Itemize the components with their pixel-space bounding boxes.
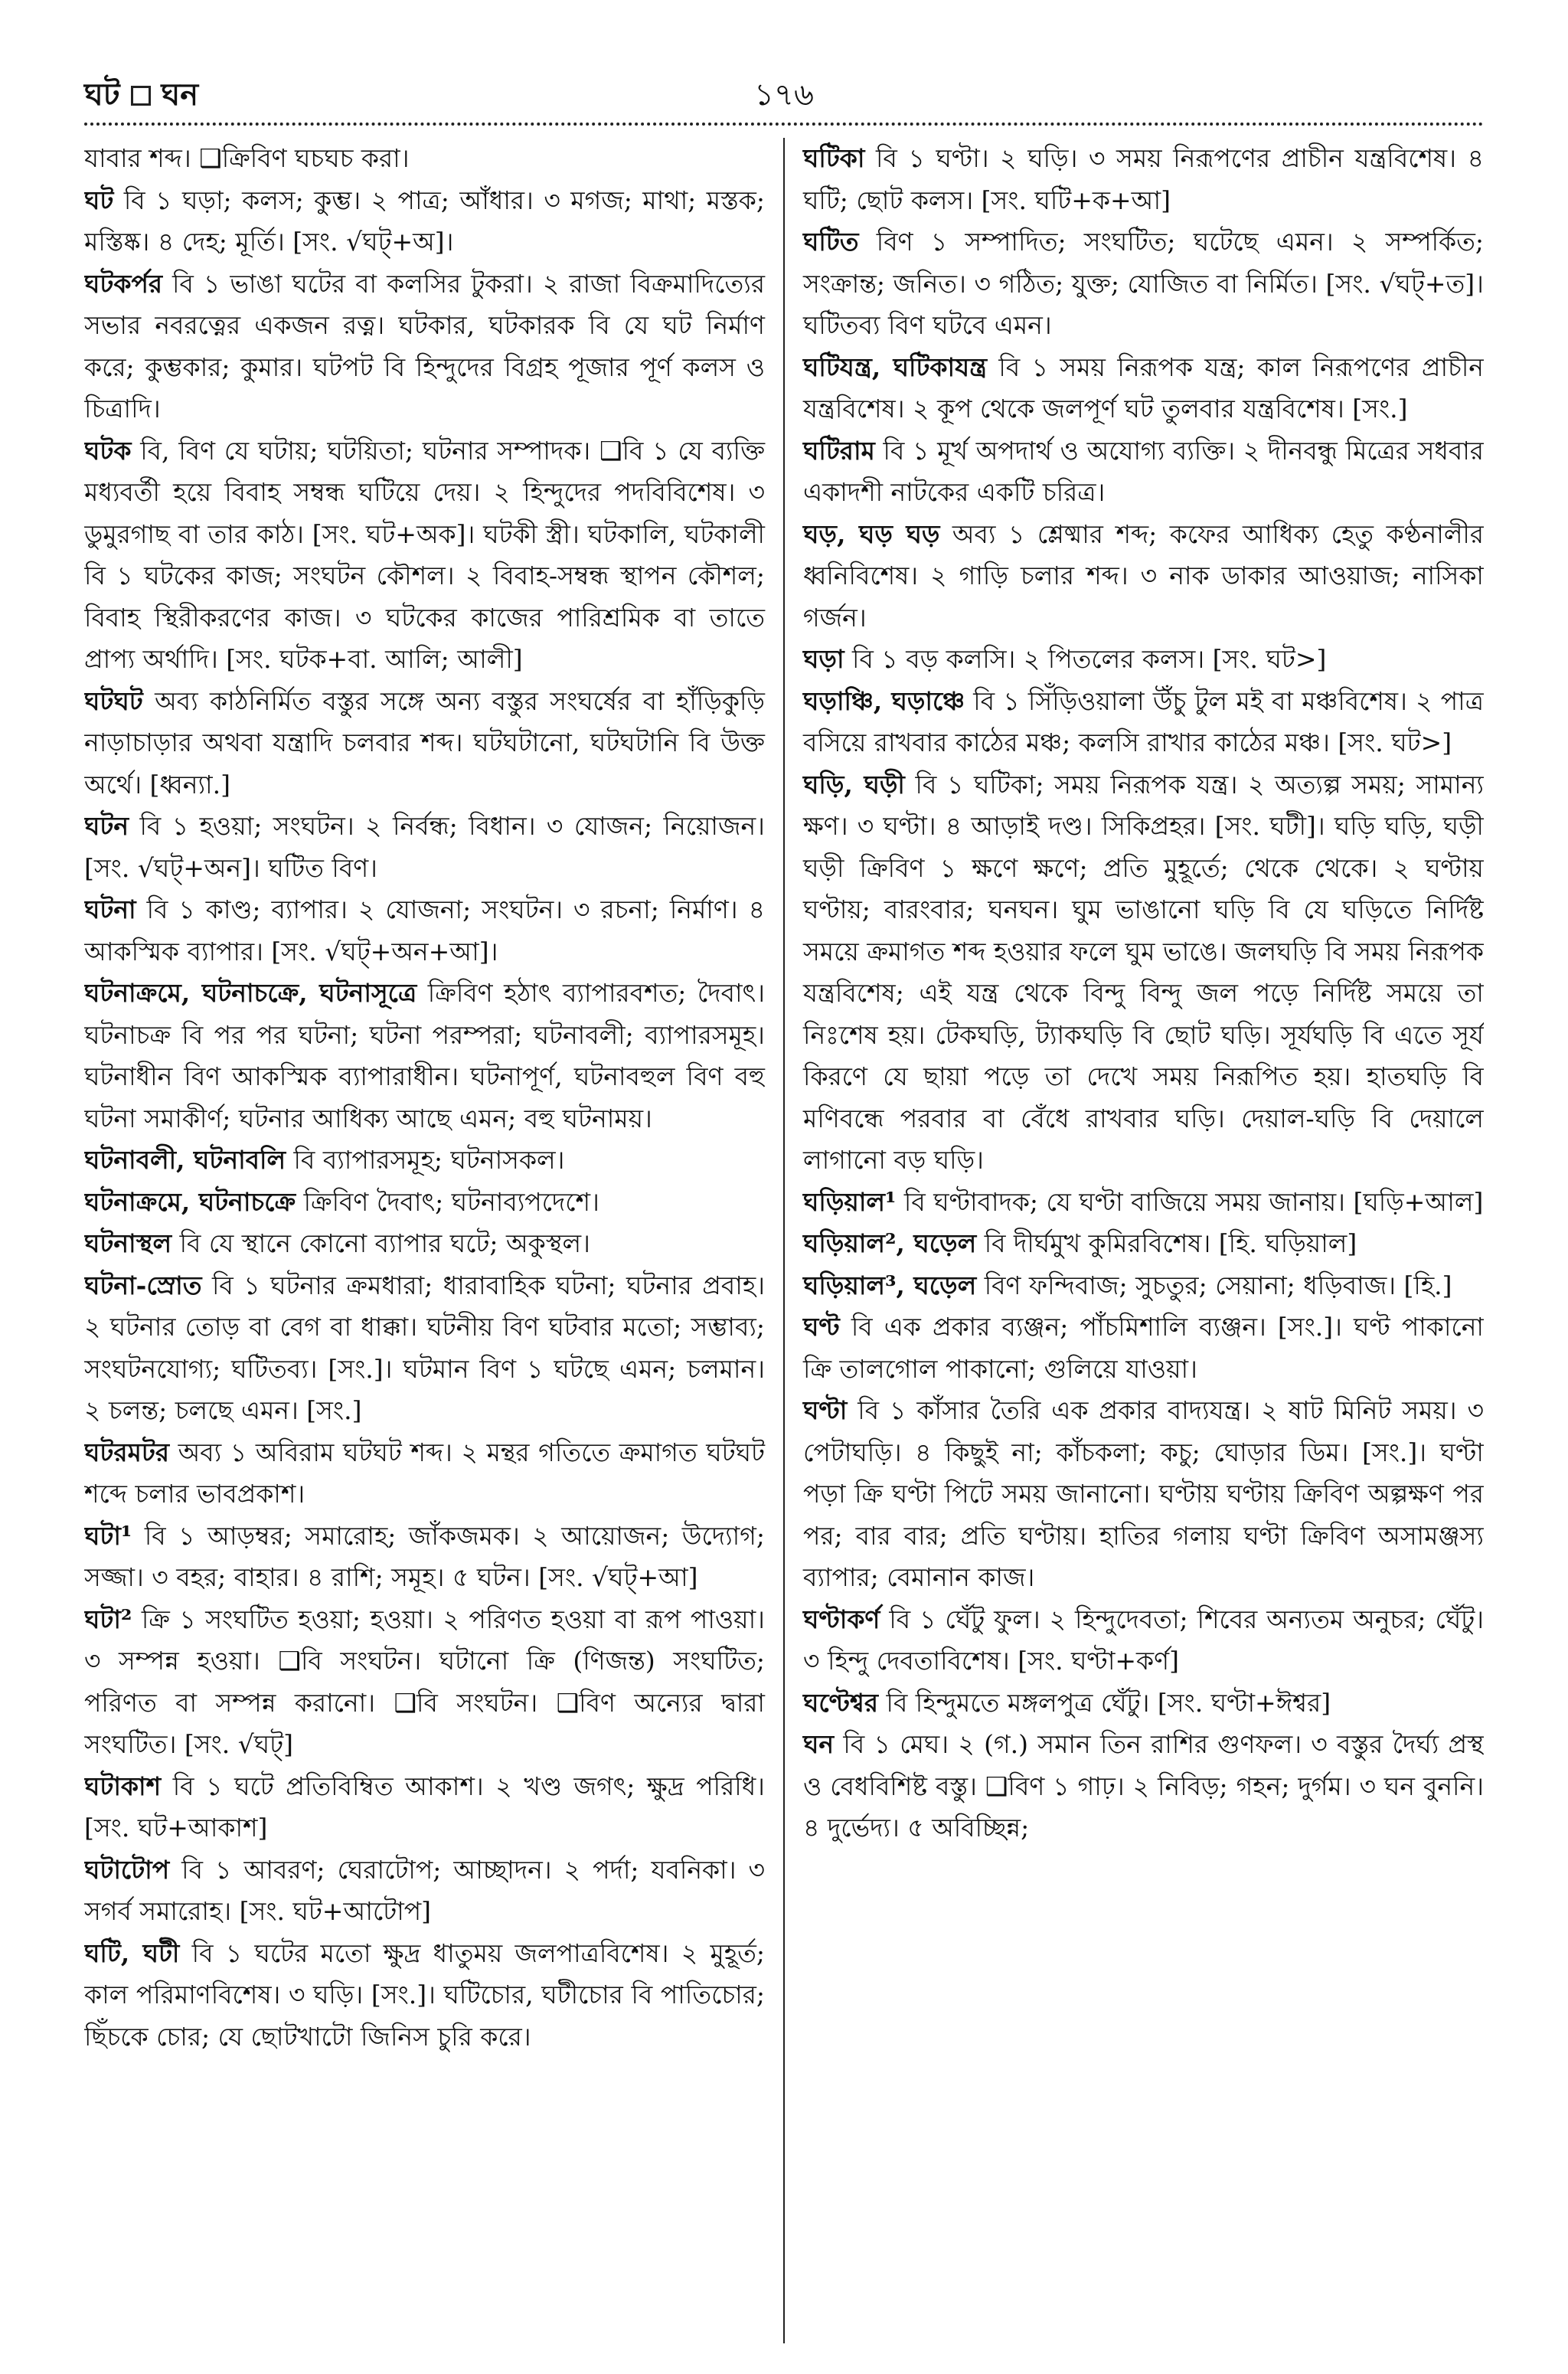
- entry-headword: ঘড়িয়াল², ঘড়েল: [803, 1228, 977, 1258]
- entry-headword: ঘটঘট: [84, 685, 143, 716]
- dictionary-columns: [84, 138, 1484, 2343]
- entry-definition: বিণ ফন্দিবাজ; সুচতুর; সেয়ানা; ধড়িবাজ। [হি.]: [976, 1270, 1452, 1300]
- entry-definition: বি ১ মূর্খ অপদার্থ ও অযোগ্য ব্যক্তি। ২ দীনবন্ধু মিত্রের সধবার একাদশী নাটকের একটি চরিত্র।: [803, 435, 1484, 507]
- entry-definition: বি ১ সিঁড়িওয়ালা উঁচু টুল মই বা মঞ্চবিশেষ। ২ পাত্র বসিয়ে রাখবার কাঠের মঞ্চ; কলসি রাখার কাঠের মঞ্চ। [সং. ঘট>]: [803, 685, 1484, 757]
- entry-definition: বি ১ কাণ্ড; ব্যাপার। ২ যোজনা; সংঘটন। ৩ রচনা; নির্মাণ। ৪ আকস্মিক ব্যাপার। [সং. √ঘট্+অন+আ]।: [84, 894, 765, 966]
- dictionary-entry: [84, 180, 765, 263]
- entry-definition: ক্রি ১ সংঘটিত হওয়া; হওয়া। ২ পরিণত হওয়া বা রূপ পাওয়া। ৩ সম্পন্ন হওয়া। ❑বি সংঘটন। ঘটানো ক্রি (ণিজন্ত) সংঘটিত; পরিণত বা সম্পন্ন করানো। ❑বি সংঘটন। ❑বিণ অন্যের দ্বারা সংঘটিত। [সং. √ঘট্]: [84, 1604, 765, 1759]
- entry-headword: ঘটিকা: [803, 143, 865, 173]
- entry-headword: ঘটনাক্রমে, ঘটনাচক্রে, ঘটনাসূত্রে: [84, 978, 417, 1008]
- entry-headword: ঘটনাবলী, ঘটনাবলি: [84, 1145, 286, 1175]
- entry-definition: যাবার শব্দ। ❑ক্রিবিণ ঘচঘচ করা।: [84, 143, 410, 173]
- dictionary-entry: [84, 1516, 765, 1599]
- dictionary-entry: [84, 1849, 765, 1933]
- entry-definition: বি ১ ঘটে প্রতিবিম্বিত আকাশ। ২ খণ্ড জগৎ; ক্ষুদ্র পরিধি। [সং. ঘট+আকাশ]: [84, 1771, 765, 1843]
- dictionary-entry: [803, 347, 1484, 430]
- dictionary-entry: [84, 1933, 765, 2058]
- dictionary-entry: [803, 764, 1484, 1182]
- entry-headword: ঘটা¹: [84, 1520, 132, 1551]
- dictionary-entry: [803, 138, 1484, 221]
- page-number: ১৭৬: [754, 77, 814, 113]
- entry-headword: ঘড়িয়াল¹: [803, 1186, 897, 1217]
- dictionary-entry: [803, 1724, 1484, 1849]
- entry-definition: বি ১ আবরণ; ঘেরাটোপ; আচ্ছাদন। ২ পর্দা; যবনিকা। ৩ সগর্ব সমারোহ। [সং. ঘট+আটোপ]: [84, 1854, 765, 1926]
- entry-definition: ক্রিবিণ হঠাৎ ব্যাপারবশত; দৈবাৎ। ঘটনাচক্র বি পর পর ঘটনা; ঘটনা পরম্পরা; ঘটনাবলী; ব্যাপারসমূহ। ঘটনাধীন বিণ আকস্মিক ব্যাপারাধীন। ঘটনাপূর্ণ, ঘটনাবহুল বিণ বহু ঘটনা সমাকীর্ণ; ঘটনার আধিক্য আছে এমন; বহু ঘটনাময়।: [84, 978, 765, 1133]
- dictionary-entry: [84, 1599, 765, 1766]
- dictionary-entry: [84, 973, 765, 1140]
- entry-definition: বি ১ মেঘ। ২ (গ.) সমান তিন রাশির গুণফল। ৩ বস্তুর দৈর্ঘ্য প্রস্থ ও বেধবিশিষ্ট বস্তু। ❑বিণ ১ গাঢ়। ২ নিবিড়; গহন; দুর্গম। ৩ ঘন বুননি। ৪ দুর্ভেদ্য। ৫ অবিচ্ছিন্ন;: [803, 1729, 1484, 1843]
- entry-headword: ঘড়া: [803, 644, 844, 674]
- entry-definition: বি ১ সময় নিরূপক যন্ত্র; কাল নিরূপণের প্রাচীন যন্ত্রবিশেষ। ২ কূপ থেকে জলপূর্ণ ঘট তুলবার যন্ত্রবিশেষ। [সং.]: [803, 352, 1484, 423]
- entry-definition: বি ১ ঘটনার ক্রমধারা; ধারাবাহিক ঘটনা; ঘটনার প্রবাহ। ২ ঘটনার তোড় বা বেগ বা ধাক্কা। ঘটনীয় বিণ ঘটবার মতো; সম্ভাব্য; সংঘটনযোগ্য; ঘটিতব্য। [সং.]। ঘটমান বিণ ১ ঘটছে এমন; চলমান। ২ চলন্ত; চলছে এমন। [সং.]: [84, 1270, 765, 1425]
- entry-headword: ঘটনা: [84, 894, 136, 924]
- entry-definition: বি ১ ঘড়া; কলস; কুম্ভ। ২ পাত্র; আঁধার। ৩ মগজ; মাথা; মস্তক; মস্তিষ্ক। ৪ দেহ; মূর্তি। [সং. √ঘট্+অ]।: [84, 185, 765, 257]
- entry-definition: বি যে স্থানে কোনো ব্যাপার ঘটে; অকুস্থল।: [172, 1228, 590, 1258]
- dictionary-entry: [803, 639, 1484, 681]
- dictionary-entry: [803, 430, 1484, 514]
- last-guide-word: ঘন: [161, 76, 199, 113]
- entry-headword: ঘটনাক্রমে, ঘটনাচক্রে: [84, 1186, 296, 1217]
- entry-definition: বি ১ ঘটিকা; সময় নিরূপক যন্ত্র। ২ অত্যল্প সময়; সামান্য ক্ষণ। ৩ ঘণ্টা। ৪ আড়াই দণ্ড। সিকিপ্রহর। [সং. ঘটী]। ঘড়ি ঘড়ি, ঘড়ী ঘড়ী ক্রিবিণ ১ ক্ষণে ক্ষণে; প্রতি মুহূর্তে; থেকে থেকে। ২ ঘণ্টায় ঘণ্টায়; বারংবার; ঘনঘন। ঘুম ভাঙানো ঘড়ি বি যে ঘড়িতে নির্দিষ্ট সময়ে ক্রমাগত শব্দ হওয়ার ফলে ঘুম ভাঙে। জলঘড়ি বি সময় নিরূপক যন্ত্রবিশেষ; এই যন্ত্র থেকে বিন্দু বিন্দু জল পড়ে নির্দিষ্ট সময়ে তা নিঃশেষ হয়। টেকঘড়ি, ট্যাকঘড়ি বি ছোট ঘড়ি। সূর্যঘড়ি বি এতে সূর্য কিরণে যে ছায়া পড়ে তা দেখে সময় নিরূপিত হয়। হাতঘড়ি বি মণিবন্ধে পরবার বা বেঁধে রাখবার ঘড়ি। দেয়াল-ঘড়ি বি দেয়ালে লাগানো বড় ঘড়ি।: [803, 769, 1484, 1175]
- entry-definition: বি ঘণ্টাবাদক; যে ঘণ্টা বাজিয়ে সময় জানায়। [ঘড়ি+আল]: [896, 1186, 1484, 1217]
- box-separator-icon: [131, 86, 151, 106]
- dictionary-entry: [84, 806, 765, 889]
- dictionary-entry: [803, 1682, 1484, 1725]
- page-header: [84, 69, 1484, 123]
- dictionary-entry: [84, 1223, 765, 1265]
- dictionary-entry: [84, 263, 765, 430]
- right-column: [786, 138, 1484, 2343]
- entry-headword: ঘণ্টা: [803, 1395, 848, 1425]
- dictionary-entry: [803, 1182, 1484, 1224]
- entry-headword: ঘড়ি, ঘড়ী: [803, 769, 905, 800]
- entry-headword: ঘটনাস্থল: [84, 1228, 172, 1258]
- entry-definition: বি দীর্ঘমুখ কুমিরবিশেষ। [হি. ঘড়িয়াল]: [976, 1228, 1357, 1258]
- dictionary-entry: [84, 1265, 765, 1432]
- entry-definition: ক্রিবিণ দৈবাৎ; ঘটনাব্যপদেশে।: [296, 1186, 599, 1217]
- entry-headword: ঘটক: [84, 435, 132, 466]
- dictionary-entry: [84, 138, 765, 180]
- dictionary-entry: [803, 221, 1484, 347]
- entry-definition: বি এক প্রকার ব্যঞ্জন; পাঁচমিশালি ব্যঞ্জন। [সং.]। ঘণ্ট পাকানো ক্রি তালগোল পাকানো; গুলিয়ে যাওয়া।: [803, 1312, 1484, 1384]
- entry-definition: বি ১ ভাঙা ঘটের বা কলসির টুকরা। ২ রাজা বিক্রমাদিত্যের সভার নবরত্নের একজন রত্ন। ঘটকার, ঘটকারক বি যে ঘট নির্মাণ করে; কুম্ভকার; কুমার। ঘটপট বি হিন্দুদের বিগ্রহ পূজার পূর্ণ কলস ও চিত্রাদি।: [84, 268, 765, 423]
- entry-headword: ঘটা²: [84, 1604, 132, 1634]
- column-divider: [783, 138, 785, 2343]
- dictionary-entry: [803, 1599, 1484, 1682]
- entry-headword: ঘটরমটর: [84, 1437, 169, 1467]
- dictionary-entry: [803, 681, 1484, 764]
- entry-headword: ঘট: [84, 185, 114, 215]
- dictionary-entry: [803, 1306, 1484, 1390]
- entry-headword: ঘণ্টেশ্বর: [803, 1687, 879, 1718]
- dictionary-entry: [84, 1432, 765, 1516]
- guide-words: [84, 70, 198, 122]
- entry-headword: ঘটনা-স্রোত: [84, 1270, 202, 1300]
- entry-headword: ঘটাকাশ: [84, 1771, 162, 1801]
- dictionary-entry: [84, 1182, 765, 1224]
- entry-definition: বি ১ ঘণ্টা। ২ ঘড়ি। ৩ সময় নিরূপণের প্রাচীন যন্ত্রবিশেষ। ৪ ঘটি; ছোট কলস। [সং. ঘটি+ক+আ]: [803, 143, 1484, 215]
- entry-definition: বি, বিণ যে ঘটায়; ঘটয়িতা; ঘটনার সম্পাদক। ❑বি ১ যে ব্যক্তি মধ্যবর্তী হয়ে বিবাহ সম্বন্ধ ঘটিয়ে দেয়। ২ হিন্দুদের পদবিবিশেষ। ৩ ডুমুরগাছ বা তার কাঠ। [সং. ঘট+অক]। ঘটকী স্ত্রী। ঘটকালি, ঘটকালী বি ১ ঘটকের কাজ; সংঘটন কৌশল। ২ বিবাহ-সম্বন্ধ স্থাপন কৌশল; বিবাহ স্থিরীকরণের কাজ। ৩ ঘটকের কাজের পারিশ্রমিক বা তাতে প্রাপ্য অর্থাদি। [সং. ঘটক+বা. আলি; আলী]: [84, 435, 765, 674]
- entry-definition: অব্য ১ অবিরাম ঘটঘট শব্দ। ২ মন্থর গতিতে ক্রমাগত ঘটঘট শব্দে চলার ভাবপ্রকাশ।: [84, 1437, 765, 1509]
- header-rule: [84, 123, 1484, 126]
- dictionary-entry: [84, 1766, 765, 1849]
- entry-definition: অব্য ১ শ্লেষ্মার শব্দ; কফের আধিক্য হেতু কণ্ঠনালীর ধ্বনিবিশেষ। ২ গাড়ি চলার শব্দ। ৩ নাক ডাকার আওয়াজ; নাসিকা গর্জন।: [803, 518, 1484, 633]
- entry-headword: ঘন: [803, 1729, 835, 1759]
- dictionary-entry: [84, 430, 765, 681]
- entry-headword: ঘটিরাম: [803, 435, 875, 466]
- entry-definition: বি ১ আড়ম্বর; সমারোহ; জাঁকজমক। ২ আয়োজন; উদ্যোগ; সজ্জা। ৩ বহর; বাহার। ৪ রাশি; সমূহ। ৫ ঘটন। [সং. √ঘট্+আ]: [84, 1520, 765, 1592]
- dictionary-entry: [803, 1265, 1484, 1307]
- entry-headword: ঘণ্ট: [803, 1312, 840, 1342]
- first-guide-word: ঘট: [84, 76, 120, 113]
- entry-headword: ঘড়িয়াল³, ঘড়েল: [803, 1270, 977, 1300]
- entry-definition: বি ১ কাঁসার তৈরি এক প্রকার বাদ্যযন্ত্র। ২ ষাট মিনিট সময়। ৩ পেটাঘড়ি। ৪ কিছুই না; কাঁচকলা; কচু; ঘোড়ার ডিম। [সং.]। ঘণ্টা পড়া ক্রি ঘণ্টা পিটে সময় জানানো। ঘণ্টায় ঘণ্টায় ক্রিবিণ অল্পক্ষণ পর পর; বার বার; প্রতি ঘণ্টায়। হাতির গলায় ঘণ্টা ক্রিবিণ অসামঞ্জস্য ব্যাপার; বেমানান কাজ।: [803, 1395, 1484, 1592]
- entry-definition: বি ১ বড় কলসি। ২ পিতলের কলস। [সং. ঘট>]: [844, 644, 1327, 674]
- entry-definition: বি হিন্দুমতে মঙ্গলপুত্র ঘেঁটু। [সং. ঘণ্টা+ঈশ্বর]: [878, 1687, 1331, 1718]
- entry-headword: ঘটি, ঘটী: [84, 1937, 180, 1968]
- dictionary-entry: [84, 1140, 765, 1182]
- dictionary-entry: [803, 514, 1484, 639]
- entry-headword: ঘটকর্পর: [84, 268, 163, 299]
- entry-headword: ঘটাটোপ: [84, 1854, 170, 1885]
- entry-definition: বিণ ১ সম্পাদিত; সংঘটিত; ঘটেছে এমন। ২ সম্পর্কিত; সংক্রান্ত; জনিত। ৩ গঠিত; যুক্ত; যোজিত বা নির্মিত। [সং. √ঘট্+ত]। ঘটিতব্য বিণ ঘটবে এমন।: [803, 227, 1484, 340]
- entry-headword: ঘটিত: [803, 227, 859, 257]
- dictionary-entry: [803, 1223, 1484, 1265]
- entry-definition: অব্য কাঠনির্মিত বস্তুর সঙ্গে অন্য বস্তুর সংঘর্ষের বা হাঁড়িকুড়ি নাড়াচাড়ার অথবা যন্ত্রাদি চলবার শব্দ। ঘটঘটানো, ঘটঘটানি বি উক্ত অর্থে। [ধ্বন্যা.]: [84, 685, 765, 800]
- entry-definition: বি ১ ঘটের মতো ক্ষুদ্র ধাতুময় জলপাত্রবিশেষ। ২ মুহূর্ত; কাল পরিমাণবিশেষ। ৩ ঘড়ি। [সং.]। ঘটিচোর, ঘটীচোর বি পাতিচোর; ছিঁচকে চোর; যে ছোটখাটো জিনিস চুরি করে।: [84, 1937, 765, 2052]
- entry-definition: বি ১ হওয়া; সংঘটন। ২ নির্বন্ধ; বিধান। ৩ যোজন; নিয়োজন। [সং. √ঘট্+অন]। ঘটিত বিণ।: [84, 811, 765, 883]
- entry-definition: বি ব্যাপারসমূহ; ঘটনাসকল।: [286, 1145, 565, 1175]
- left-column: [84, 138, 782, 2343]
- dictionary-entry: [84, 889, 765, 973]
- entry-headword: ঘড়াঞ্চি, ঘড়াঞ্চে: [803, 685, 965, 716]
- entry-headword: ঘড়, ঘড় ঘড়: [803, 518, 940, 549]
- entry-headword: ঘটিযন্ত্র, ঘটিকাযন্ত্র: [803, 352, 988, 382]
- entry-definition: বি ১ ঘেঁটু ফুল। ২ হিন্দুদেবতা; শিবের অন্যতম অনুচর; ঘেঁটু। ৩ হিন্দু দেবতাবিশেষ। [সং. ঘণ্টা+কর্ণ]: [803, 1604, 1484, 1676]
- dictionary-entry: [84, 681, 765, 806]
- entry-headword: ঘটন: [84, 811, 129, 841]
- dictionary-entry: [803, 1390, 1484, 1599]
- entry-headword: ঘণ্টাকর্ণ: [803, 1604, 880, 1634]
